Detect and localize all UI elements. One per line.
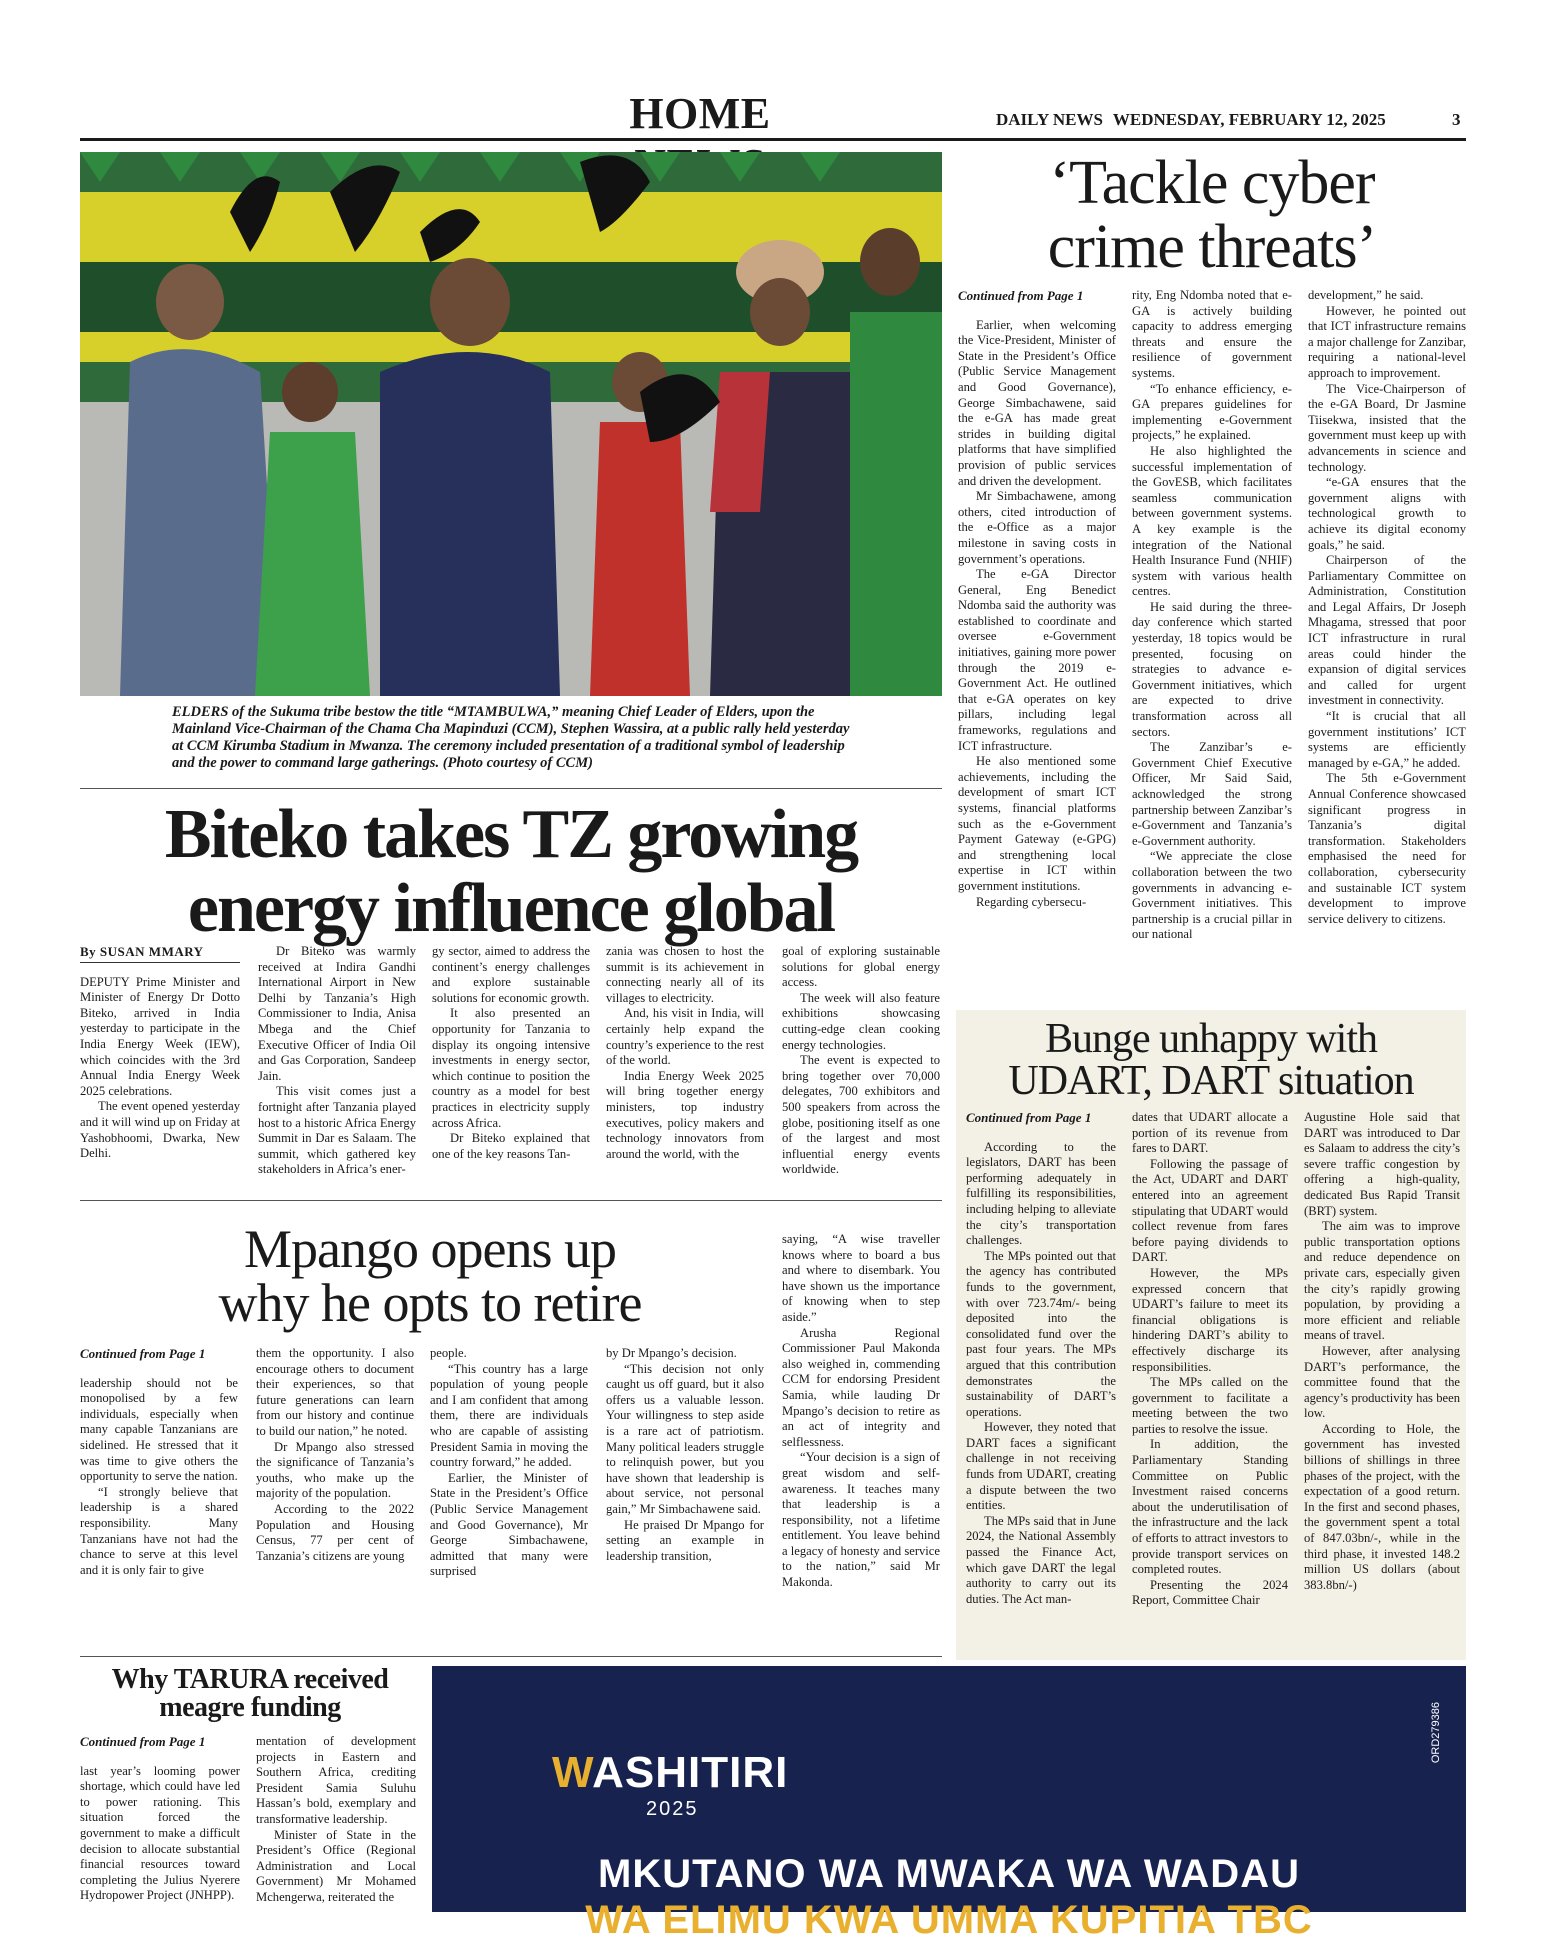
section-title: HOME <box>629 89 771 138</box>
mpango-headline <box>80 1219 780 1333</box>
paragraph: Presenting the 2024 Report, Committee Chair <box>1132 1577 1288 1608</box>
rule-under-mpango <box>80 1656 942 1657</box>
paragraph: development,” he said. <box>1308 288 1424 302</box>
paragraph: He said during the three-day conference which started yesterday, 18 topics would be presented, focusing on strategies to advance e-Government initiatives, which are expected to drive transformation across all sectors. <box>1132 599 1292 739</box>
paragraph: The e-GA Director General, Eng Benedict Ndomba said the authority was established to coordinate and oversee e-Government initiatives, gaining more power through the 2019 e-Government Act. He outlined that e-GA operates on key pillars, including legal frameworks, regulations and ICT infrastructure. <box>958 567 1116 753</box>
paragraph: The Zanzibar’s e-Government Chief Executive Officer, Mr Said Said, acknowledged the strong partnership between Zanzibar’s e-Government and Tanzania’s e-Government authority. <box>1132 740 1292 848</box>
paragraph: them the opportunity. I also encourage others to document their experiences, so that future generations can learn from our history and continue to build our nation,” he noted. <box>256 1346 414 1438</box>
biteko-headline-line1: Biteko takes TZ growing <box>164 796 858 873</box>
paragraph: Following the passage of the Act, UDART and DART entered into an agreement stipulating that UDART would collect revenue from fares before paying dividends to DART. <box>1132 1156 1288 1265</box>
bunge-headline <box>956 1018 1466 1102</box>
paragraph: rity, Eng Ndomba noted that e-GA is actively building capacity to address emerging threats and ensure the resilience of government systems. <box>1132 288 1292 380</box>
bunge-col-2 <box>1132 1110 1288 1609</box>
paragraph: “Your decision is a sign of great wisdom and self-awareness. It teaches many that leadership is a responsibility, not a lifetime entitlement. You leave behind a legacy of honesty and service to the nation,” said Mr Makonda. <box>782 1450 940 1590</box>
paragraph: by Dr Mpango’s decision. <box>606 1346 737 1360</box>
paragraph: According to the legislators, DART has been performing adequately in fulfilling its responsibilities, including helping to alleviate the city’s transportation challenges. <box>966 1139 1116 1248</box>
paragraph: “e-GA ensures that the government aligns with technological growth to achieve its digital economy goals,” he said. <box>1308 475 1466 552</box>
paragraph: However, the MPs expressed concern that UDART’s failure to meet its financial obligations is hindering DART’s ability to effectively discharge its responsibilities. <box>1132 1265 1288 1374</box>
paragraph: “I strongly believe that leadership is a shared responsibility. Many Tanzanians have not had the chance to serve at this level and it is only fair to give <box>80 1484 238 1577</box>
bunge-continued: Continued from Page 1 <box>966 1110 1092 1125</box>
tarura-col-2 <box>256 1734 416 1912</box>
paragraph: saying, “A wise traveller knows where to board a bus and where to disembark. You have shown us the importance of knowing when to step aside.” <box>782 1232 940 1324</box>
paragraph: The MPs said that in June 2024, the National Assembly passed the Finance Act, which gave DART the legal authority to carry out its duties. The Act man- <box>966 1513 1116 1606</box>
ad-order-code: ORD279386 <box>1430 1702 1442 1764</box>
bunge-headline-line2: UDART, DART situation <box>1008 1058 1414 1104</box>
cyber-headline <box>958 149 1466 281</box>
ad-headline-1: MKUTANO WA MWAKA WA WADAU <box>598 1852 1300 1896</box>
paragraph: “This decision not only caught us off guard, but it also offers us a valuable lesson. Your willingness to step aside is a rare act of patriotism. Many political leaders struggle to relinquish power, but you have shown that leadership is about service, not personal gain,” Mr Simbachawene said. <box>606 1361 764 1516</box>
paragraph: Earlier, the Minister of State in the President’s Office (Public Service Management and Good Governance), Mr George Simbachawene, admitted that many were surprised <box>430 1470 588 1579</box>
paragraph: “To enhance efficiency, e-GA prepares guidelines for implementing e-Government projects,” he explained. <box>1132 381 1292 443</box>
mpango-col-5 <box>782 1232 940 1591</box>
rally-photo-illustration <box>80 152 942 696</box>
biteko-col-1 <box>80 944 240 1162</box>
paragraph: leadership should not be monopolised by a few individuals, especially when many capable Tanzanians are sidelined. He stressed that it was time to give others the opportunity to serve the nation. <box>80 1375 238 1484</box>
paragraph: Minister of State in the President’s Office (Regional Administration and Local Government) Mr Mohamed Mchengerwa, reiterated the <box>256 1827 416 1904</box>
paragraph: The aim was to improve public transportation options and reduce dependence on private cars, especially given the city’s rapidly growing population, by providing a more efficient and reliable means of travel. <box>1304 1219 1460 1343</box>
ad-logo-text: ASHITIRI <box>592 1748 789 1797</box>
paragraph: The week will also feature exhibitions showcasing cutting-edge clean cooking energy technologies. <box>782 990 940 1052</box>
paragraph: It also presented an opportunity for Tanzania to display its ongoing intensive investments in energy sector, which continue to position the country as a model for best practices in electricity supply across Africa. <box>432 1006 590 1130</box>
header-rule <box>80 138 1466 141</box>
paragraph: However, he pointed out that ICT infrastructure remains a major challenge for Zanzibar, requiring a national-level approach to improvement. <box>1308 303 1466 380</box>
page-number: 3 <box>1452 110 1461 129</box>
biteko-byline: By SUSAN MMARY <box>80 944 240 963</box>
mpango-col-3 <box>430 1346 588 1580</box>
paragraph: Chairperson of the Parliamentary Committee on Administration, Constitution and Legal Affairs, Dr Joseph Mhagama, stressed that poor ICT infrastructure in rural areas could hinder the expansion of digital services and called for urgent investment in connectivity. <box>1308 553 1466 708</box>
paragraph: The event opened yesterday and it will wind up on Friday at Yashobhoomi, Dwarka, New Delhi. <box>80 1099 240 1161</box>
rule-under-caption <box>80 788 942 789</box>
rule-under-biteko <box>80 1200 942 1201</box>
paragraph: “It is crucial that all government institutions’ ICT systems are efficiently managed by e-GA,” he added. <box>1308 709 1466 770</box>
mpango-headline-line2: why he opts to retire <box>218 1273 642 1333</box>
tarura-headline-line2: meagre funding <box>159 1692 341 1723</box>
paragraph: In addition, the Parliamentary Standing Committee on Public Investment raised concerns about the underutilisation of the infrastructure and the lack of efforts to attract investors to provide transport services on completed routes. <box>1132 1437 1288 1577</box>
paragraph: Dr Mpango also stressed the significance of Tanzania’s youths, who make up the majority of the population. <box>256 1439 414 1501</box>
cyber-headline-line2: crime threats’ <box>1047 213 1377 281</box>
rally-photo <box>80 152 942 696</box>
paragraph: India Energy Week 2025 will bring together energy ministers, top industry executives, policy makers and technology innovators from around the world, with the <box>606 1068 764 1161</box>
ad-headline-2: WA ELIMU KWA UMMA KUPITIA TBC <box>585 1898 1313 1942</box>
tarura-col-1 <box>80 1734 240 1912</box>
paragraph: However, they noted that DART faces a significant challenge in not receiving funds from UDART, creating a dispute between the two entities. <box>966 1420 1116 1513</box>
paragraph: zania was chosen to host the summit is its achievement in connecting nearly all of its villages to electricity. <box>606 944 764 1005</box>
biteko-headline-line2: energy influence global <box>187 870 835 947</box>
paragraph: last year’s looming power shortage, which could have led to power rationing. This situation forced the government to make a difficult decision to allocate substantial financial resources toward completing the Julius Nyerere Hydropower Project (JNHPP). <box>80 1763 240 1903</box>
photo-caption: ELDERS of the Sukuma tribe bestow the title “MTAMBULWA,” meaning Chief Leader of Elders, upon the Mainland Vice-Chairman of the Chama Cha Mapinduzi (CCM), Stephen Wassira, at a public rally held yesterday at CCM Kirumba Stadium in Mwanza. The ceremony included presentation of a traditional symbol of leadership and the power to command large gatherings. (Photo courtesy of CCM) <box>172 704 850 771</box>
paragraph: According to Hole, the government has invested billions of shillings in three phases of the project, with the expectation of a good return. In the first and second phases, the government spent a total of 847.03bn/-, while in the third phase, it invested 148.2 million US dollars (about 383.8bn/-) <box>1304 1421 1460 1592</box>
tarura-headline-line1: Why TARURA received <box>111 1664 389 1695</box>
paragraph: Dr Biteko was warmly received at Indira Gandhi International Airport in New Delhi by Tanzania’s High Commissioner to India, Anisa Mbega and the Chief Executive Officer of India Oil and Gas Corporation, Sandeep Jain. <box>258 944 416 1083</box>
paragraph: The Vice-Chairperson of the e-GA Board, Dr Jasmine Tiisekwa, insisted that the government must keep up with advancements in science and technology. <box>1308 381 1466 474</box>
mpango-continued: Continued from Page 1 <box>80 1346 206 1361</box>
mpango-col-2 <box>256 1346 414 1564</box>
paragraph: This visit comes just a fortnight after Tanzania played host to a historic Africa Energy Summit in Dar es Salaam. The summit, which gathered key stakeholders in Africa’s ener- <box>258 1084 416 1177</box>
paragraph: According to the 2022 Population and Housing Census, 77 per cent of Tanzania’s citizens are young <box>256 1501 414 1563</box>
paragraph: And, his visit in India, will certainly help expand the country’s experience to the rest of the world. <box>606 1006 764 1068</box>
paragraph: The 5th e-Government Annual Conference showcased significant progress in Tanzania’s digital transformation. Stakeholders emphasised the need for collaboration, cybersecurity and sustainable ICT system development to improve service delivery to citizens. <box>1308 771 1466 926</box>
ad-logo <box>552 1748 788 1798</box>
paragraph: Mr Simbachawene, among others, cited introduction of the e-Office as a major milestone in saving costs in government’s operations. <box>958 489 1116 566</box>
bunge-col-3 <box>1304 1110 1460 1593</box>
paragraph: “We appreciate the close collaboration between the two governments in advancing e-Government initiatives. This partnership is a crucial pillar in our national <box>1132 849 1292 942</box>
header-meta <box>996 110 1392 130</box>
biteko-col-5 <box>782 944 940 1178</box>
bunge-headline-line1: Bunge unhappy with <box>1045 1016 1377 1062</box>
paragraph: “This country has a large population of young people and I am confident that among them, there are individuals who are capable of assisting President Samia in moving the country forward,” he added. <box>430 1361 588 1470</box>
paragraph: Arusha Regional Commissioner Paul Makonda also weighed in, commending CCM for endorsing President Samia, while lauding Dr Mpango’s decision to retire as an act of integrity and selflessness. <box>782 1325 940 1449</box>
paper-name: DAILY NEWS <box>996 110 1103 129</box>
cyber-continued: Continued from Page 1 <box>958 288 1084 303</box>
biteko-col-2 <box>258 944 416 1178</box>
cyber-headline-line1: ‘Tackle cyber <box>1049 149 1375 217</box>
paragraph: However, after analysing DART’s performance, the committee found that the agency’s productivity has been low. <box>1304 1343 1460 1421</box>
paragraph: The MPs called on the government to facilitate a meeting between the two parties to resolve the issue. <box>1132 1375 1288 1436</box>
paragraph: Augustine Hole said that DART was introduced to Dar es Salaam to address the city’s severe traffic congestion by offering a high-quality, dedicated Bus Rapid Transit (BRT) system. <box>1304 1110 1460 1218</box>
tarura-continued: Continued from Page 1 <box>80 1734 206 1749</box>
paragraph: He praised Dr Mpango for setting an example in leadership transition, <box>606 1517 764 1563</box>
paragraph: goal of exploring sustainable solutions for global energy access. <box>782 944 940 990</box>
ad-year: 2025 <box>646 1798 699 1820</box>
cyber-col-3 <box>1308 288 1466 927</box>
bunge-col-1 <box>966 1110 1116 1607</box>
mpango-col-1 <box>80 1346 238 1578</box>
paragraph: gy sector, aimed to address the continent’s energy challenges and explore sustainable solutions for economic growth. <box>432 944 590 1005</box>
paragraph: The event is expected to bring together over 70,000 delegates, 700 exhibitors and 500 speakers from across the globe, positioning itself as one of the largest and most influential energy events worldwide. <box>782 1053 940 1177</box>
paragraph: He also mentioned some achievements, including the development of smart ICT systems, financial platforms such as the e-Government Payment Gateway (e-GPG) and strengthening local expertise in ICT within government institutions. <box>958 754 1116 893</box>
paragraph: He also highlighted the successful implementation of the GovESB, which facilitates seamless communication between government systems. A key example is the integration of the National Health Insurance Fund (NHIF) system with various health centres. <box>1132 443 1292 599</box>
biteko-col-3 <box>432 944 590 1162</box>
paragraph: DEPUTY Prime Minister and Minister of Energy Dr Dotto Biteko, arrived in India yesterday to participate in the India Energy Week (IEW), which coincides with the 3rd Annual India Energy Week 2025 celebrations. <box>80 974 240 1098</box>
cyber-col-1 <box>958 288 1116 910</box>
tarura-headline <box>80 1666 420 1722</box>
paragraph: dates that UDART allocate a portion of its revenue from fares to DART. <box>1132 1110 1288 1156</box>
biteko-headline <box>80 796 942 947</box>
biteko-col-4 <box>606 944 764 1162</box>
paragraph: people. <box>430 1346 467 1360</box>
paragraph: Regarding cybersecu- <box>976 894 1087 909</box>
paragraph: The MPs pointed out that the agency has contributed funds to the government, with over 723.74m/- being deposited into the consolidated fund over the past four years. The MPs argued that this contribution demonstrates the sustainability of DART’s operations. <box>966 1248 1116 1419</box>
paragraph: Earlier, when welcoming the Vice-President, Minister of State in the President’s Office (Public Service Management and Good Governance), George Simbachawene, said the e-GA has made great strides in building digital platforms that have simplified provision of public services and driven the development. <box>958 317 1116 488</box>
mpango-headline-line1: Mpango opens up <box>244 1219 616 1279</box>
cyber-col-2 <box>1132 288 1292 943</box>
paragraph: mentation of development projects in Eastern and Southern Africa, crediting President Samia Suluhu Hassan’s bold, exemplary and transformative leadership. <box>256 1734 416 1826</box>
issue-date: WEDNESDAY, FEBRUARY 12, 2025 <box>1112 110 1386 129</box>
ad-logo-initial: W <box>552 1748 593 1797</box>
advertisement-banner[interactable] <box>432 1666 1466 1942</box>
mpango-col-4 <box>606 1346 764 1564</box>
paragraph: Dr Biteko explained that one of the key reasons Tan- <box>432 1131 590 1161</box>
